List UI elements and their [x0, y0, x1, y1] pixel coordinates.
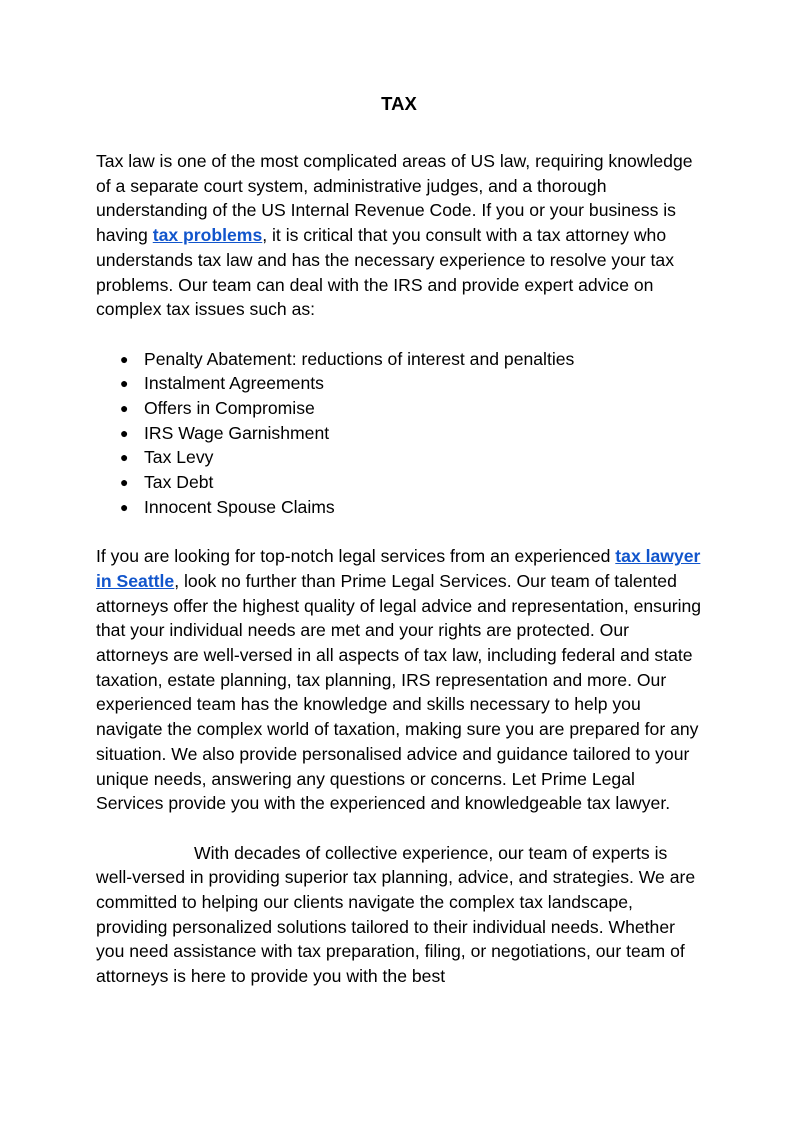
list-item [96, 347, 702, 372]
list-item-text: Penalty Abatement: reductions of interest and penalties [144, 348, 575, 369]
list-item-text: Innocent Spouse Claims [144, 496, 335, 517]
tax-lawyer-seattle-link[interactable]: tax lawyer in Seattle [96, 546, 701, 591]
intro-text-before-link: Tax law is one of the most complicated areas of US law, requiring knowledge of a separate court system, administrative judges, and a thorough understanding of the US Internal Revenue Code. If you or your business is having [96, 151, 693, 246]
bullet-icon: ● [120, 498, 129, 515]
list-item [96, 470, 702, 495]
paragraph-spacer [96, 816, 702, 841]
bullet-icon: ● [120, 424, 129, 441]
experience-text: With decades of collective experience, our team of experts is well-versed in providing superior tax planning, advice, and strategies. We are committed to helping our clients navigate the complex tax landscape, providing personalized solutions tailored to their individual needs. Whether you need assistance with tax preparation, filing, or negotiations, our team of attorneys is here to provide you with the best [96, 842, 696, 987]
bullet-icon: ● [120, 375, 129, 392]
tax-problems-link[interactable]: tax problems [152, 225, 263, 246]
list-item-text: Tax Debt [144, 472, 214, 493]
list-item [96, 495, 702, 520]
bullet-icon: ● [120, 474, 129, 491]
intro-text-after-link: , it is critical that you consult with a tax attorney who understands tax law and has the necessary experience to resolve your tax problems. Our team can deal with the IRS and provide expert advice on complex tax issues such as: [96, 225, 674, 320]
list-item-text: Tax Levy [144, 447, 214, 468]
list-item [96, 421, 702, 446]
bullet-icon: ● [120, 350, 129, 367]
document-title: TAX [381, 93, 417, 114]
services-text-after-link: , look no further than Prime Legal Services. Our team of talented attorneys offer the highest quality of legal advice and representation, ensuring that your individual needs are met and your rights are protected. Our attorneys are well-versed in all aspects of tax law, including federal and state taxation, estate planning, tax planning, IRS representation and more. Our experienced team has the knowledge and skills necessary to help you navigate the complex world of taxation, making sure you are prepared for any situation. We also provide personalised advice and guidance tailored to your unique needs, answering any questions or concerns. Let Prime Legal Services provide you with the experienced and knowledgeable tax lawyer. [96, 570, 702, 814]
paragraph-spacer [96, 520, 702, 545]
bullet-icon: ● [120, 400, 129, 417]
experience-paragraph [96, 841, 702, 989]
intro-paragraph [96, 149, 702, 322]
list-item [96, 445, 702, 470]
services-paragraph [96, 544, 702, 816]
services-text-before-link: If you are looking for top-notch legal services from an experienced [96, 546, 616, 567]
list-item-text: Instalment Agreements [144, 373, 324, 394]
list-item-text: Offers in Compromise [144, 398, 315, 419]
document-page [96, 92, 702, 989]
list-item [96, 396, 702, 421]
bullet-icon: ● [120, 449, 129, 466]
tax-issues-list [96, 347, 702, 520]
list-item-text: IRS Wage Garnishment [144, 422, 330, 443]
paragraph-spacer [96, 322, 702, 347]
list-item [96, 371, 702, 396]
